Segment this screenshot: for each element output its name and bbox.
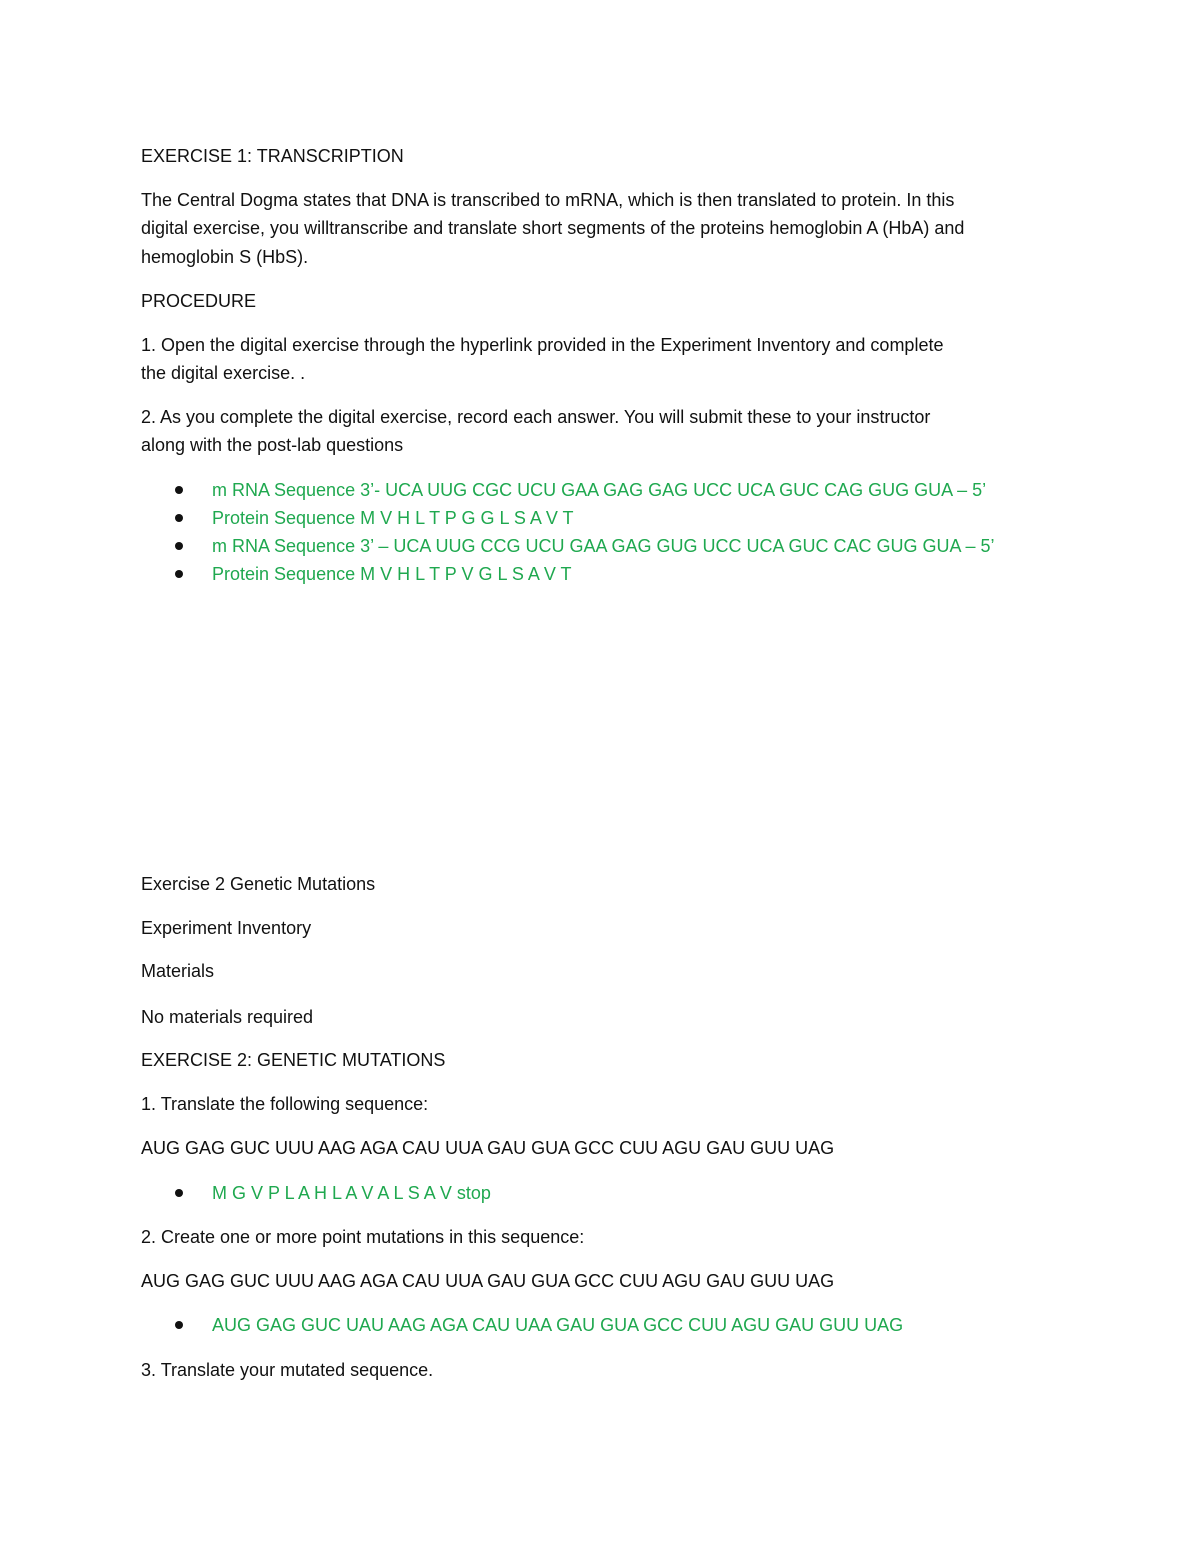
answer-mrna-hbs: m RNA Sequence 3’ – UCA UUG CCG UCU GAA GAG GUG UCC UCA GUC CAC GUG GUA – 5’	[212, 536, 995, 556]
question-3: 3. Translate your mutated sequence.	[141, 1360, 434, 1380]
step1-line-2: the digital exercise. .	[141, 363, 306, 383]
exercise1-intro-line-2: digital exercise, you willtranscribe and translate short segments of the proteins hemoglobin A (HbA) and	[141, 218, 965, 238]
exercise1-intro-line-1: The Central Dogma states that DNA is transcribed to mRNA, which is then translated to protein. In this	[141, 190, 955, 210]
step2-line-1: 2. As you complete the digital exercise, record each answer. You will submit these to your instructor	[141, 407, 931, 427]
exercise2-heading: EXERCISE 2: GENETIC MUTATIONS	[141, 1050, 446, 1070]
materials-heading: Materials	[141, 961, 215, 981]
bullet-icon	[175, 570, 183, 578]
exercise1-heading: EXERCISE 1: TRANSCRIPTION	[141, 146, 404, 166]
exercise2-title: Exercise 2 Genetic Mutations	[141, 874, 376, 894]
sequence-1: AUG GAG GUC UUU AAG AGA CAU UUA GAU GUA GCC CUU AGU GAU GUU UAG	[141, 1138, 835, 1158]
answer-protein-hba: Protein Sequence M V H L T P G G L S A V T	[212, 508, 574, 528]
answer-protein-hbs: Protein Sequence M V H L T P V G L S A V T	[212, 564, 572, 584]
experiment-inventory: Experiment Inventory	[141, 918, 312, 938]
sequence-2: AUG GAG GUC UUU AAG AGA CAU UUA GAU GUA GCC CUU AGU GAU GUU UAG	[141, 1271, 835, 1291]
bullet-icon	[175, 486, 183, 494]
question-1: 1. Translate the following sequence:	[141, 1094, 429, 1114]
bullet-icon	[175, 1189, 183, 1197]
bullet-icon	[175, 514, 183, 522]
exercise1-intro-line-3: hemoglobin S (HbS).	[141, 247, 309, 267]
bullet-icon	[175, 1321, 183, 1329]
answer-mrna-hba: m RNA Sequence 3’- UCA UUG CGC UCU GAA GAG GAG UCC UCA GUC CAG GUG GUA – 5’	[212, 480, 987, 500]
step1-line-1: 1. Open the digital exercise through the hyperlink provided in the Experiment Inventory and complete	[141, 335, 944, 355]
procedure-heading: PROCEDURE	[141, 291, 257, 311]
bullet-icon	[175, 542, 183, 550]
answer-translation-1: M G V P L A H L A V A L S A V stop	[212, 1183, 491, 1203]
no-materials-text: No materials required	[141, 1007, 314, 1027]
question-2: 2. Create one or more point mutations in this sequence:	[141, 1227, 585, 1247]
answer-mutated-sequence: AUG GAG GUC UAU AAG AGA CAU UAA GAU GUA GCC CUU AGU GAU GUU UAG	[212, 1315, 904, 1335]
step2-line-2: along with the post-lab questions	[141, 435, 404, 455]
